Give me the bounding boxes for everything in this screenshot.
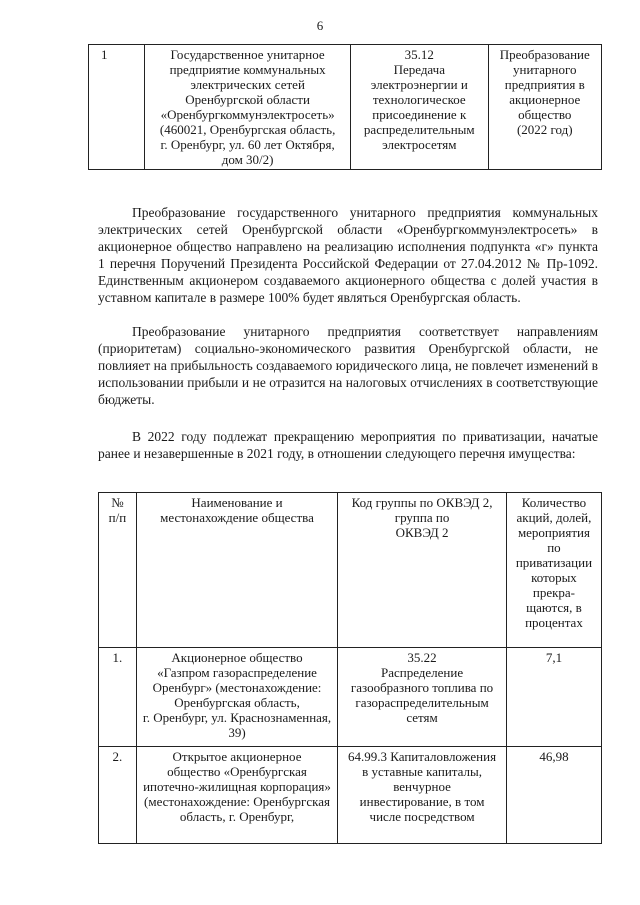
company-name — [136, 747, 337, 844]
text-line: Наименование и — [191, 495, 283, 510]
text-line: дом 30/2) — [221, 152, 274, 167]
text-line: 64.99.3 Капиталовложения — [348, 749, 497, 764]
text-line: в уставные капиталы, — [362, 764, 483, 779]
text-line: г. Оренбург, ул. 60 лет Октября, — [160, 137, 335, 152]
header-name — [136, 493, 337, 648]
text-line: предприятие коммунальных — [169, 62, 326, 77]
row-number: 1 — [89, 45, 145, 170]
text-line: общество «Оренбургская — [167, 764, 307, 779]
text-line: сетям — [406, 710, 438, 725]
text-line: присоединение к — [372, 107, 467, 122]
text-line: акций, долей, — [516, 510, 592, 525]
text-line: прекра- — [532, 585, 576, 600]
text-line: технологическое — [372, 92, 466, 107]
page-number: 6 — [316, 18, 324, 33]
text-line: область, г. Оренбург, — [179, 809, 295, 824]
text-line: (460021, Оренбургская область, — [159, 122, 336, 137]
table-header-row — [99, 493, 602, 648]
text-line: распределительным — [363, 122, 475, 137]
text-line: щаются, в — [526, 600, 582, 615]
share-percent: 46,98 — [506, 747, 601, 844]
terminated-privatization-table — [98, 492, 602, 844]
text-line: электроэнергии и — [370, 77, 468, 92]
text-line: 39) — [228, 725, 246, 740]
row-number: 1. — [99, 648, 137, 747]
text-line: Количество — [521, 495, 587, 510]
text-line: газообразного топлива по — [350, 680, 494, 695]
text-line: приватизации — [515, 555, 593, 570]
company-name — [136, 648, 337, 747]
text-line: группа по — [394, 510, 450, 525]
header-share — [506, 493, 601, 648]
text-line: Передача — [393, 62, 445, 77]
privatization-method — [488, 45, 601, 170]
text-line: (местонахождение: Оренбургская — [144, 794, 330, 809]
table-row — [99, 747, 602, 844]
text-line: инвестирование, в том — [359, 794, 485, 809]
text-line: унитарного — [513, 62, 577, 77]
text-line: местонахождение общества — [160, 510, 314, 525]
privatization-table-top — [88, 44, 602, 170]
text-line: которых — [531, 570, 577, 585]
text-line: Открытое акционерное — [172, 749, 302, 764]
text-line: № — [111, 495, 124, 510]
table-row — [89, 45, 602, 170]
text-line: (2022 год) — [516, 122, 573, 137]
text-line: Код группы по ОКВЭД 2, — [351, 495, 493, 510]
header-okved — [338, 493, 507, 648]
paragraph-terminated-list: В 2022 году подлежат прекращению мероприятия по приватизации, начатые ранее и незавершенные в 2021 году, в отношении следующего перечня имущества: — [98, 429, 598, 461]
paragraph-transformation: Преобразование государственного унитарного предприятия коммунальных электрических сетей Оренбургской области «Оренбургкоммунэлектросеть» в акционерное общество направлено на реализацию исполнения подпункта «г» пункта 1 перечня Поручений Президента Российской Федерации от 27.04.2012 № Пр-1092. Единственным акционером создаваемого акционерного общества с долей участия в уставном капитале в размере 100% будет являться Оренбургская область. — [98, 205, 598, 305]
text-line: газораспределительным — [355, 695, 489, 710]
text-line: ОКВЭД 2 — [395, 525, 449, 540]
table-row — [99, 648, 602, 747]
okved-code — [338, 648, 507, 747]
text-line: по — [547, 540, 561, 555]
share-percent: 7,1 — [506, 648, 601, 747]
text-line: процентах — [525, 615, 583, 630]
text-line: мероприятия — [517, 525, 590, 540]
text-line: п/п — [108, 510, 127, 525]
text-line: Преобразование — [499, 47, 590, 62]
text-line: г. Оренбург, ул. Краснознаменная, — [142, 710, 332, 725]
enterprise-name — [145, 45, 351, 170]
text-line: «Газпром газораспределение — [157, 665, 317, 680]
text-line: Оренбург» (местонахождение: — [152, 680, 322, 695]
row-number: 2. — [99, 747, 137, 844]
header-number — [99, 493, 137, 648]
text-line: 35.22 — [407, 650, 437, 665]
text-line: Распределение — [380, 665, 464, 680]
text-line: венчурное — [393, 779, 451, 794]
text-line: электросетям — [382, 137, 457, 152]
okved-code — [351, 45, 489, 170]
text-line: ипотечно-жилищная корпорация» — [143, 779, 331, 794]
okved-code — [338, 747, 507, 844]
text-line: числе посредством — [369, 809, 475, 824]
text-line: 35.12 — [404, 47, 434, 62]
paragraph-compliance: Преобразование унитарного предприятия соответствует направлениям (приоритетам) социально-экономического развития Оренбургской области, не повлияет на прибыльность создаваемого юридического лица, не повлечет изменений в использовании прибыли и не отразится на налоговых отчислениях в соответствующие бюджеты. — [98, 324, 598, 407]
text-line: предприятия в — [504, 77, 585, 92]
text-line: электрических сетей — [190, 77, 305, 92]
text-line: акционерное — [509, 92, 581, 107]
text-line: Оренбургская область, — [174, 695, 300, 710]
text-line: Государственное унитарное — [170, 47, 325, 62]
text-line: Оренбургской области — [185, 92, 310, 107]
text-line: «Оренбургкоммунэлектросеть» — [160, 107, 335, 122]
text-line: общество — [518, 107, 572, 122]
text-line: Акционерное общество — [171, 650, 303, 665]
